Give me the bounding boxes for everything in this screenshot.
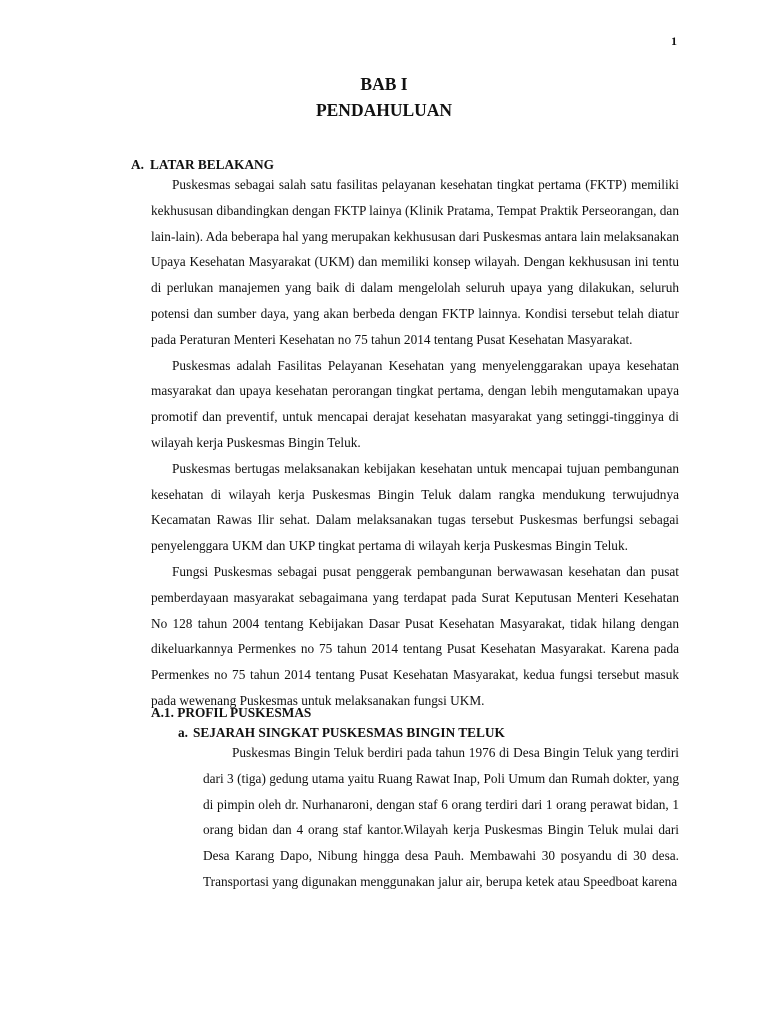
section-a-marker: A. xyxy=(131,157,144,172)
subsection-body xyxy=(203,740,679,895)
section-a-title: LATAR BELAKANG xyxy=(150,157,274,172)
section-a1-heading: A.1. PROFIL PUSKESMAS xyxy=(151,705,312,720)
subsection-marker: a. xyxy=(178,725,188,740)
section-a-body xyxy=(151,172,679,714)
page-number: 1 xyxy=(671,34,677,48)
paragraph-3: Puskesmas bertugas melaksanakan kebijakan kesehatan untuk mencapai tujuan pembangunan kesehatan di wilayah kerja Puskesmas Bingin Teluk dalam rangka mendukung terwujudnya Kecamatan Rawas Ilir sehat. Dalam melaksanakan tugas tersebut Puskesmas berfungsi sebagai penyelenggara UKM dan UKP tingkat pertama di wilayah kerja Puskesmas Bingin Teluk. xyxy=(151,460,679,554)
subsection-title: SEJARAH SINGKAT PUSKESMAS BINGIN TELUK xyxy=(193,725,505,740)
paragraph-1: Puskesmas sebagai salah satu fasilitas pelayanan kesehatan tingkat pertama (FKTP) memiliki kekhususan dibandingkan dengan FKTP lainya (Klinik Pratama, Tempat Praktik Perseorangan, dan lain-lain). Ada beberapa hal yang merupakan kekhususan dari Puskesmas antara lain melaksanakan Upaya Kesehatan Masyarakat (UKM) dan memiliki konsep wilayah. Dengan kekhususan ini tentu di perlukan manajemen yang baik di dalam mengelolah seluruh upaya yang dilakukan, seluruh potensi dan sumber daya, yang akan berbeda dengan FKTP lainnya. Kondisi tersebut telah diatur pada Peraturan Menteri Kesehatan no 75 tahun 2014 tentang Pusat Kesehatan Masyarakat. xyxy=(151,177,679,347)
paragraph-4: Fungsi Puskesmas sebagai pusat penggerak pembangunan berwawasan kesehatan dan pusat pemberdayaan masyarakat sebagaimana yang terdapat pada Surat Keputusan Menteri Kesehatan No 128 tahun 2004 tentang Kebijakan Dasar Pusat Kesehatan Masyarakat, tidak hilang dengan dikeluarkannya Permenkes no 75 tahun 2014 tentang Pusat Kesehatan Masyarakat. Karena pada Permenkes no 75 tahun 2014 tentang Pusat Kesehatan Masyarakat, kedua fungsi tersebut masuk pada wewenang Puskesmas untuk melaksanakan fungsi UKM. xyxy=(151,563,679,708)
paragraph-2: Puskesmas adalah Fasilitas Pelayanan Kesehatan yang menyelenggarakan upaya kesehatan masyarakat dan upaya kesehatan perorangan tingkat pertama, dengan lebih mengutamakan upaya promotif dan preventif, untuk mencapai derajat kesehatan masyarakat yang setinggi-tingginya di wilayah kerja Puskesmas Bingin Teluk. xyxy=(151,357,679,450)
chapter-title: PENDAHULUAN xyxy=(315,100,453,120)
chapter-label: BAB I xyxy=(360,74,408,94)
history-paragraph: Puskesmas Bingin Teluk berdiri pada tahun 1976 di Desa Bingin Teluk yang terdiri dari 3 (tiga) gedung utama yaitu Ruang Rawat Inap, Poli Umum dan Rumah dokter, yang di pimpin oleh dr. Nurhanaroni, dengan staf 6 orang terdiri dari 1 orang perawat bidan, 1 orang bidan dan 4 orang staf kantor.Wilayah kerja Puskesmas Bingin Teluk mulai dari Desa Karang Dapo, Nibung hingga desa Pauh. Membawahi 30 posyandu di 30 desa. Transportasi yang digunakan menggunakan jalur air, berupa ketek atau Speedboat karena xyxy=(203,745,679,889)
